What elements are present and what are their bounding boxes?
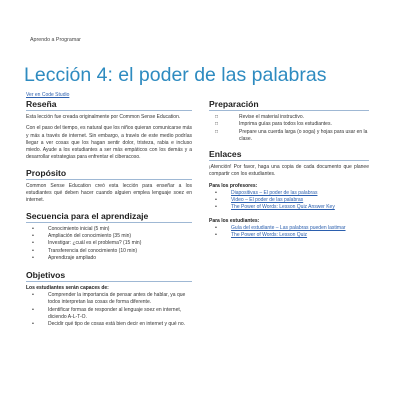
- estudiantes-links: [209, 225, 369, 240]
- list-item: [209, 190, 369, 197]
- list-item: • Aprendizaje ampliado: [26, 255, 192, 262]
- list-item: [209, 197, 369, 204]
- proposito-paragraph: Common Sense Education creó esta lección para enseñar a los estudiantes qué deben hacer cuando alguien emplea lenguaje soez en internet.: [26, 182, 192, 204]
- objetivos-heading: Objetivos: [26, 270, 192, 282]
- list-item: [209, 204, 369, 211]
- profesores-subheading: Para los profesores:: [209, 182, 258, 189]
- resena-paragraph-2: Con el paso del tiempo, es natural que los niños quieran comunicarse más y más a través de internet. Sin embargo, a través de este medio podrías llegar a ver cosas que los hagan sentir dolor, tristeza, rabia e incluso miedo. Ayude a los estudiantes a ser más empáticos con los demás y a desarrollar estrategias para enfrentar el ciberacoso.: [26, 125, 192, 161]
- objetivos-list: [26, 292, 192, 328]
- enlaces-heading: Enlaces: [209, 149, 369, 161]
- resena-heading: Reseña: [26, 99, 192, 111]
- list-item: • Conocimiento inicial (5 min): [26, 226, 192, 233]
- section-preparacion: [209, 99, 369, 143]
- list-item: □ Imprima guías para todos los estudiantes.: [209, 121, 369, 128]
- list-item: □ Revise el material instructivo.: [209, 114, 369, 121]
- secuencia-list: [26, 226, 192, 262]
- preparacion-heading: Preparación: [209, 99, 369, 111]
- secuencia-heading: Secuencia para el aprendizaje: [26, 211, 192, 223]
- objetivos-subheading: Los estudiantes serán capaces de:: [26, 285, 109, 292]
- list-item: • Identificar formas de responder al lenguaje soez en internet, diciendo A-L-T-O.: [26, 307, 192, 322]
- section-proposito: [26, 168, 192, 205]
- list-item: • Decidir qué tipo de cosas está bien decir en internet y qué no.: [26, 321, 192, 328]
- preparacion-list: [209, 114, 369, 143]
- list-item: □ Prepare una cuerda larga (o soga) y hojas para usar en la clase.: [209, 129, 369, 144]
- right-column: [209, 99, 369, 239]
- video-link[interactable]: Video – El poder de las palabras: [231, 197, 304, 204]
- list-item: • Comprender la importancia de pensar antes de hablar, ya que todos interpretan las cosas de forma diferente.: [26, 292, 192, 307]
- section-resena: [26, 99, 192, 162]
- list-item: • Ampliación del conocimiento (35 min): [26, 233, 192, 240]
- enlaces-paragraph: ¡Atención! Por favor, haga una copia de cada documento que planee compartir con los estudiantes.: [209, 164, 369, 178]
- profesores-links: [209, 190, 369, 212]
- left-column: [26, 99, 192, 329]
- estudiantes-subheading: Para los estudiantes:: [209, 217, 260, 224]
- resena-paragraph-1: Esta lección fue creada originalmente por Common Sense Education.: [26, 114, 181, 120]
- answer-key-link[interactable]: The Power of Words: Lesson Quiz Answer Key: [231, 204, 335, 211]
- quiz-link[interactable]: The Power of Words: Lesson Quiz: [231, 231, 308, 238]
- section-secuencia: [26, 211, 192, 262]
- section-objetivos: [26, 270, 192, 328]
- list-item: [209, 225, 369, 232]
- lesson-title: Lección 4: el poder de las palabras: [24, 64, 327, 86]
- proposito-heading: Propósito: [26, 168, 192, 180]
- list-item: [209, 232, 369, 239]
- student-guide-link[interactable]: Guía del estudiante – Las palabras pueden lastimar: [231, 224, 346, 231]
- list-item: • Investigar: ¿cuál es el problema? (15 min): [26, 240, 192, 247]
- list-item: • Transferencia del conocimiento (10 min): [26, 248, 192, 255]
- slides-link[interactable]: Diapositivas – El poder de las palabras: [231, 189, 318, 196]
- header-label: Aprendo a Programar: [30, 37, 81, 43]
- section-enlaces: [209, 149, 369, 239]
- code-studio-link[interactable]: Ver en Code Studio: [26, 92, 70, 98]
